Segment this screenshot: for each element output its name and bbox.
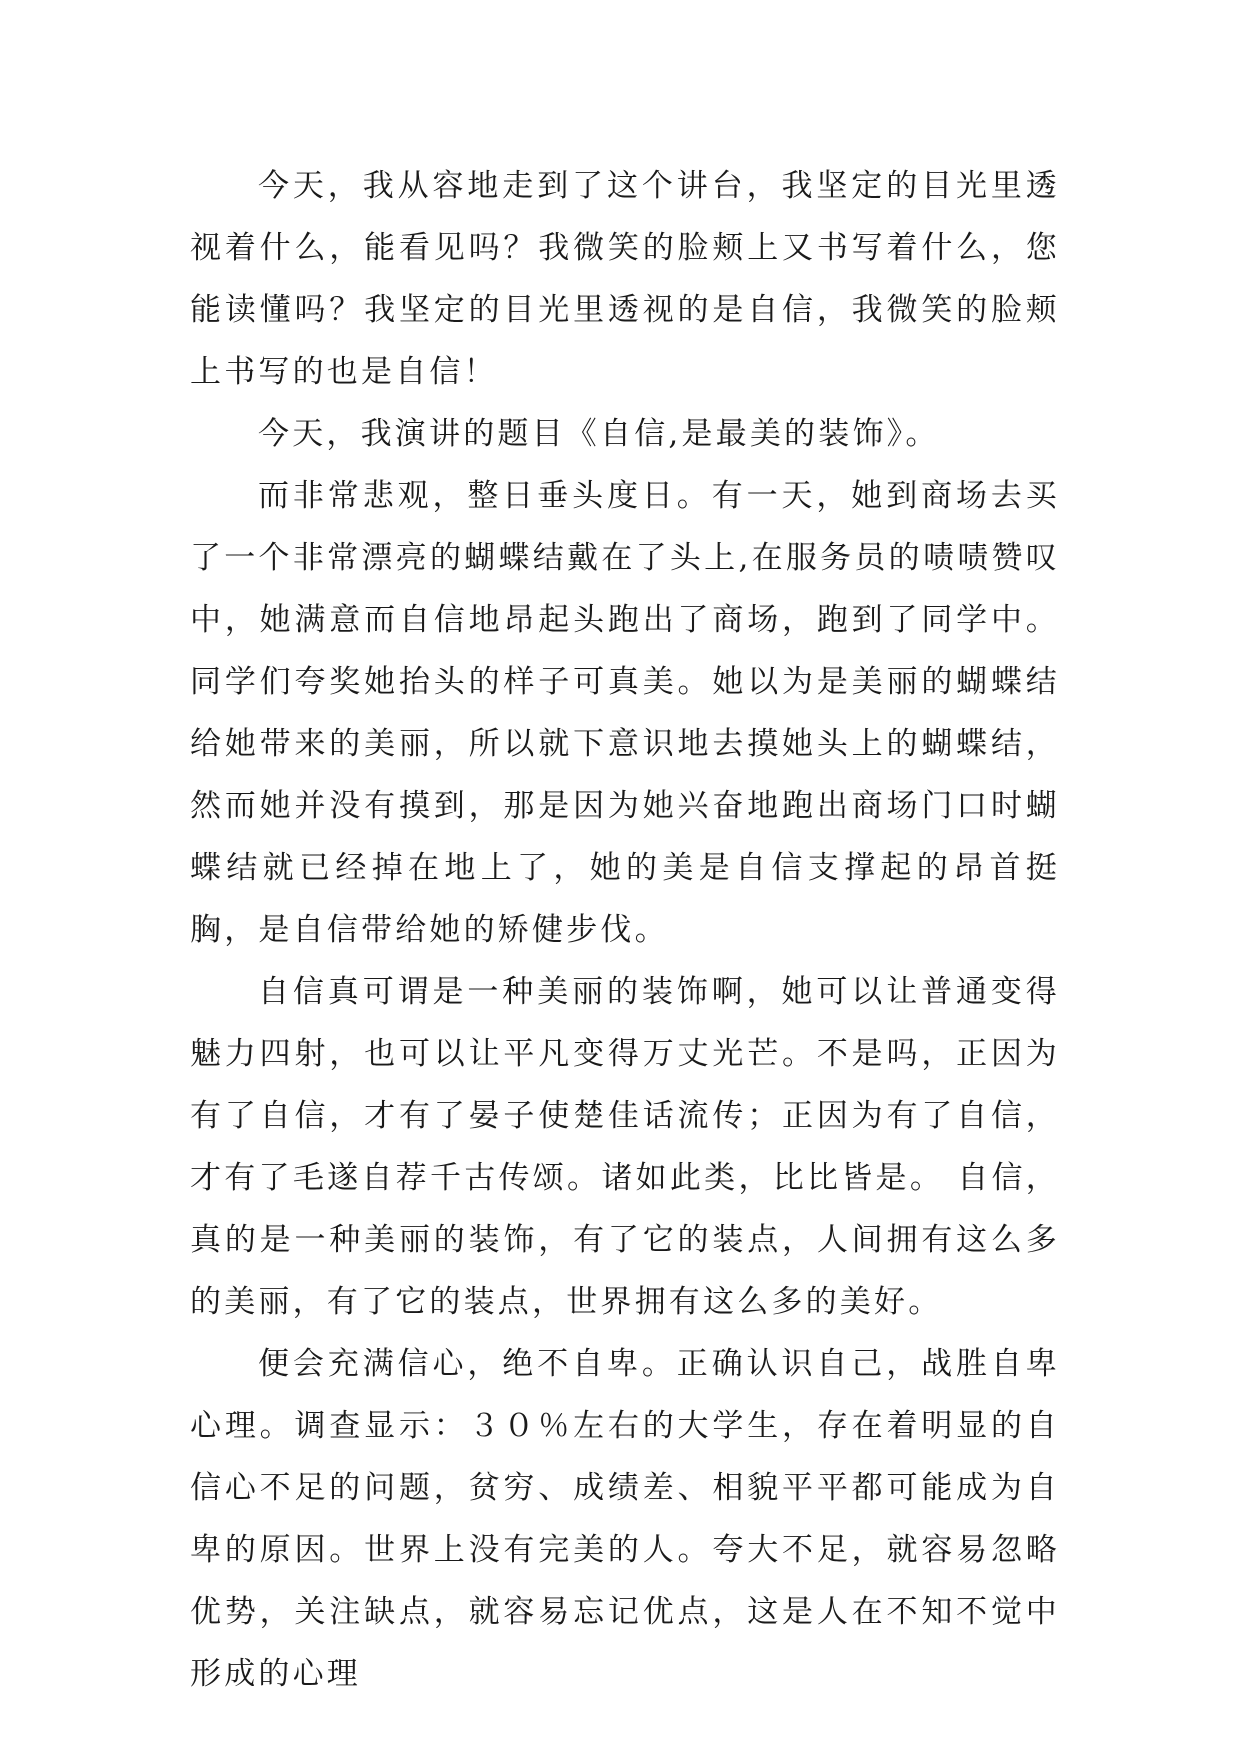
paragraph-3: 而非常悲观，整日垂头度日。有一天，她到商场去买了一个非常漂亮的蝴蝶结戴在了头上,在服务员的啧啧赞叹中，她满意而自信地昂起头跑出了商场，跑到了同学中。同学们夸奖她抬头的样子可真美。她以为是美丽的蝴蝶结给她带来的美丽，所以就下意识地去摸她头上的蝴蝶结，然而她并没有摸到，那是因为她兴奋地跑出商场门口时蝴蝶结就已经掉在地上了，她的美是自信支撑起的昂首挺胸，是自信带给她的矫健步伐。 [190, 478, 1060, 948]
paragraph-2: 今天，我演讲的题目《自信,是最美的装饰》。 [258, 416, 940, 452]
paragraph-1: 今天，我从容地走到了这个讲台，我坚定的目光里透视着什么，能看见吗？我微笑的脸颊上又书写着什么，您能读懂吗？我坚定的目光里透视的是自信，我微笑的脸颊上书写的也是自信！ [190, 168, 1060, 390]
document-body [190, 155, 1060, 1705]
paragraph-4: 自信真可谓是一种美丽的装饰啊，她可以让普通变得魅力四射，也可以让平凡变得万丈光芒。不是吗，正因为有了自信，才有了晏子使楚佳话流传；正因为有了自信，才有了毛遂自荐千古传颂。诸如此类，比比皆是。 自信，真的是一种美丽的装饰，有了它的装点，人间拥有这么多的美丽，有了它的装点，世界拥有这么多的美好。 [190, 974, 1060, 1320]
paragraph-5: 便会充满信心，绝不自卑。正确认识自己，战胜自卑心理。调查显示：３０％左右的大学生，存在着明显的自信心不足的问题，贫穷、成绩差、相貌平平都可能成为自卑的原因。世界上没有完美的人。夸大不足，就容易忽略优势，关注缺点，就容易忘记优点，这是人在不知不觉中形成的心理 [190, 1346, 1060, 1692]
